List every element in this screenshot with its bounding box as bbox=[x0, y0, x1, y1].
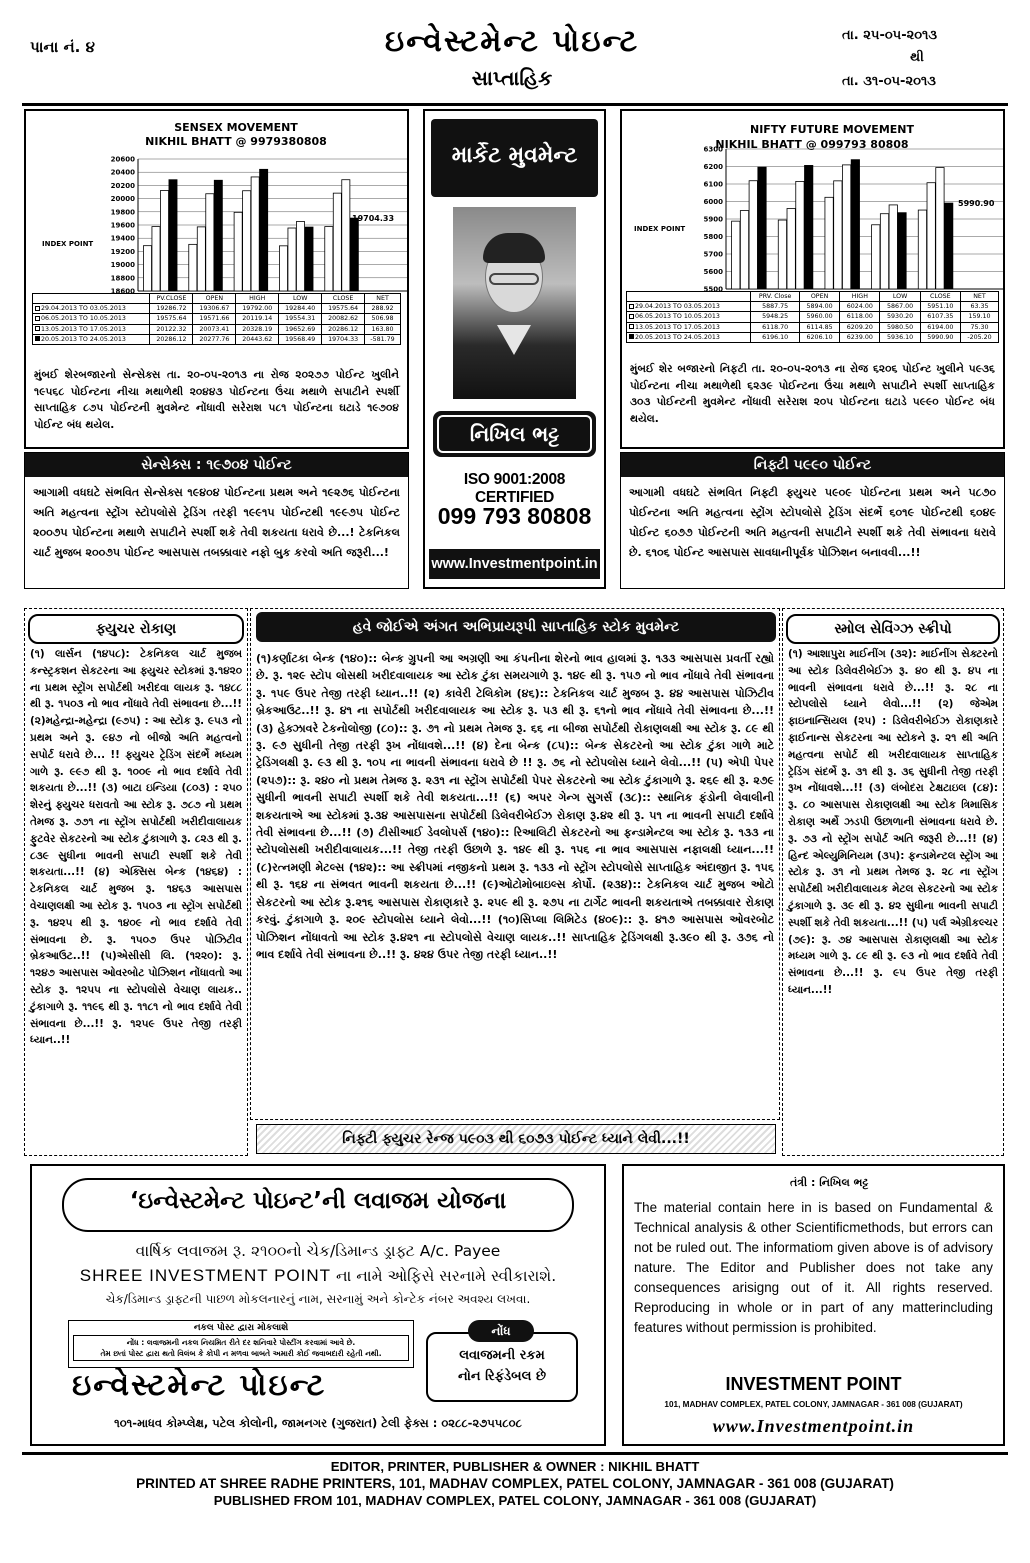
table-header: LOW bbox=[880, 292, 920, 302]
nifty-chart-box bbox=[620, 109, 1005, 449]
subscription-box bbox=[30, 1164, 606, 1446]
nifty-prediction-box bbox=[620, 452, 1005, 589]
bar bbox=[160, 191, 168, 291]
center-profile-box bbox=[423, 109, 606, 589]
subscription-line-1: વાર્ષિક લવાજમ રૂ. ૨૧૦૦નો ચેક/ડિમાન્ડ ડ્રાફ્ટ A/c. Payee bbox=[135, 1242, 501, 1260]
table-cell: 6209.20 bbox=[840, 322, 880, 332]
center-phone: 099 793 80808 bbox=[437, 503, 592, 529]
subscription-address: ૧૦૧-માધવ કોમ્પ્લેક્ષ, પટેલ કોલોની, જામનગર (ગુજરાત) ટેલી ફેક્સ : ૦૨૮૮-૨૭૫૫૮૦૮ bbox=[114, 1416, 522, 1430]
subscription-brand: ઇન્વેસ્ટમેન્ટ પોઇન્ટ bbox=[72, 1368, 327, 1403]
table-header: CLOSE bbox=[920, 292, 960, 302]
table-cell: 6239.00 bbox=[840, 332, 880, 342]
table-header: CLOSE bbox=[322, 294, 365, 304]
table-cell: 63.35 bbox=[960, 302, 998, 312]
bar bbox=[169, 180, 177, 291]
table-corner bbox=[627, 292, 751, 302]
name-plate bbox=[433, 411, 596, 457]
masthead-title: ઇન્વેસ્ટમેન્ટ પોઇન્ટ bbox=[384, 24, 640, 59]
sensex-summary: મુંબઈ શેરબજારનો સેન્સેક્સ તા. ૨૦-૦૫-૨૦૧૩ ના રોજ ૨૦૨૭૭ પોઈન્ટ ખુલીને ૧૯૫૬૮ પોઈન્ટના નીચા મથાળેથી ૨૦૪૪૩ પોઈન્ટના ઉંચા મથાળે સપાટીને સ્પર્શી સાપ્તાહિક ૮૭૫ પોઈન્ટની મુવમેન્ટ નોંધાવી સરેરાશ ૫૮૧ પોઈન્ટના ઘટાડે ૧૯૭૦૪ પોઈન્ટ બંધ થયેલ. bbox=[34, 369, 399, 431]
y-tick-label: 5500 bbox=[703, 285, 723, 293]
table-cell: 20286.12 bbox=[150, 334, 193, 344]
table-cell: 5951.10 bbox=[920, 302, 960, 312]
disclaimer-text: The material contain here in is based on Fundamental & Technical analysis & other Scientificmethods, but errors can not be ruled out. The informatiom given above is of advisory nature. The Editor and Publisher does not take any consequences arisigng out of it. All rights reserved. Reproducing in whole or in part of any matterincluding features without permission is prohibited. bbox=[634, 1200, 993, 1335]
bar bbox=[936, 168, 944, 289]
center-website: www.Investmentpoint.in bbox=[429, 549, 600, 579]
bar bbox=[778, 220, 786, 289]
y-tick-label: 5600 bbox=[703, 268, 723, 276]
footer-line-1: EDITOR, PRINTER, PUBLISHER & OWNER : NIKHIL BHATT bbox=[330, 1459, 700, 1474]
payee-note: ના નામે ઓફિસે સરનામે સ્વીકારાશે. bbox=[335, 1267, 557, 1285]
table-cell: -205.20 bbox=[960, 332, 998, 342]
table-cell: 19286.72 bbox=[150, 304, 193, 314]
y-tick-label: 19000 bbox=[110, 261, 135, 270]
bar bbox=[296, 222, 304, 291]
bar bbox=[825, 197, 833, 289]
table-cell: 6118.70 bbox=[751, 322, 800, 332]
bar bbox=[288, 228, 296, 291]
post-note-box bbox=[68, 1320, 414, 1368]
bar bbox=[880, 214, 888, 289]
y-tick-label: 20000 bbox=[110, 195, 135, 204]
name-plate-inner: નિખિલ ભટ્ટ bbox=[437, 415, 592, 453]
y-tick-label: 6100 bbox=[703, 180, 723, 189]
page-number: પાના નં. ૪ bbox=[30, 38, 95, 56]
table-cell: 6194.00 bbox=[920, 322, 960, 332]
profile-photo bbox=[453, 207, 576, 399]
table-header: NET bbox=[960, 292, 998, 302]
table-row-label: 13.05.2013 TO 17.05.2013 bbox=[627, 322, 751, 332]
y-tick-label: 6000 bbox=[703, 198, 723, 206]
y-tick-label: 6200 bbox=[703, 163, 723, 171]
y-tick-label: 5800 bbox=[703, 233, 723, 241]
bar bbox=[350, 218, 358, 291]
y-tick-label: 20200 bbox=[110, 181, 135, 190]
left-column-text: (૧) લાર્સન (૧૪૫૮): ટેકનિકલ ચાર્ટ મુજબ કન્સ્ટ્રકશન સેકટરના આ ફ્યુચર સ્ટોકમાં રૂ.૧૪૨૦ ના પ્રથમ સ્ટ્રોંગ સપોર્ટથી ખરીદવા લાયક રૂ. ૧૪૮૮ થી રૂ. ૧૫૦૩ નો ભાવ નોંધાવે તેવી સંભાવના છે...!! (૨)મહેન્દ્રા-મહેન્દ્રા (૯૭૫) : આ સ્ટોક રૂ. ૯૫૩ નો પ્રથમ અને રૂ. ૯૪૭ નો બીજો અતિ મહત્વનો સપોર્ટ ધરાવે છે... !! ફ્યુચર ટ્રેડિંગ સંદર્ભે મધ્યમ ગાળે રૂ. ૯૯૭ થી રૂ. ૧૦૦૯ નો ભાવ દર્શાવે તેવી શકયતા છે...!! (૩) બાટા ઇન્ડિયા (૮૦૩) : ૨૫૦ શેરનું ફ્યુચર ધરાવતો આ સ્ટોક રૂ. ૭૮૭ નો પ્રથમ તેમજ રૂ. ૭૭૧ ના સ્ટ્રોંગ સપોર્ટથી ખરીદીવાલાયક ફુટવેર સેકટરનો આ સ્ટોક ટુંકાગાળે રૂ. ૮૨૩ થી રૂ. ૮૩૯ સુધીના ભાવની સપાટી સ્પર્શી શકે તેવી શકયતા...!! (૪) એક્સિસ બેન્ક (૧૪૬૪) : ટેકનિકલ ચાર્ટ મુજબ રૂ. ૧૪૬૩ આસપાસ વેચાણલક્ષી આ સ્ટોક રૂ. ૧૫૦૩ ના સ્ટ્રોંગ સપોર્ટથી રૂ. ૧૪૨૫ થી રૂ. ૧૪૦૯ નો ભાવ દર્શાવે તેવી સંભાવના છે. રૂ. ૧૫૦૭ ઉપર પોઝિટીવ બ્રેકઆઉટ..!! (૫)એસીસી લિ. (૧૨૨૦): રૂ. ૧૨૪૭ આસપાસ ઓવરબોટ પોઝિશન નોંધાવતો આ સ્ટોક રૂ. ૧૨૫૫ ના સ્ટોપલોસે વેચાણ લાયક.. ટુંકાગાળે રૂ. ૧૧૯૬ થી રૂ. ૧૧૮૧ નો ભાવ દર્શાવે તેવી સંભાવના છે...!! રૂ. ૧૨૫૯ ઉપર તેજી તરફી ધ્યાન..!! bbox=[30, 648, 242, 1047]
table-header: HIGH bbox=[236, 294, 279, 304]
table-cell: 19575.64 bbox=[150, 314, 193, 324]
table-header: OPEN bbox=[193, 294, 236, 304]
bar bbox=[749, 181, 757, 289]
table-cell: 6107.35 bbox=[920, 312, 960, 322]
table-header: PV.CLOSE bbox=[150, 294, 193, 304]
non-refundable-line-1: લવાજમની રકમ bbox=[459, 1348, 545, 1363]
nifty-table bbox=[626, 291, 999, 343]
note-badge: નોંધ bbox=[468, 1320, 534, 1342]
table-cell: 5887.75 bbox=[751, 302, 800, 312]
footer-line-3: PUBLISHED FROM 101, MADHAV COMPLEX, PATEL COLONY, JAMNAGAR - 361 008 (GUJARAT) bbox=[213, 1493, 817, 1508]
table-cell: 5948.25 bbox=[751, 312, 800, 322]
mid-column-title: હવે જોઈએ અંગત અભિપ્રાયરૂપી સાપ્તાહિક સ્ટોક મુવમેન્ટ bbox=[256, 612, 776, 642]
table-cell: 19575.64 bbox=[322, 304, 365, 314]
bar bbox=[758, 167, 766, 289]
sensex-chart-title: SENSEX MOVEMENT bbox=[174, 121, 298, 134]
bar bbox=[243, 191, 251, 291]
bar bbox=[189, 244, 197, 291]
table-cell: 20443.62 bbox=[236, 334, 279, 344]
payee-name: SHREE INVESTMENT POINT bbox=[79, 1266, 332, 1285]
bar bbox=[805, 165, 813, 289]
y-axis-label: INDEX POINT bbox=[634, 225, 686, 233]
table-cell: 20286.12 bbox=[322, 324, 365, 334]
table-cell: 6118.00 bbox=[840, 312, 880, 322]
bar bbox=[787, 209, 795, 290]
nifty-chart-subtitle: NIKHIL BHATT @ 099793 80808 bbox=[715, 138, 909, 151]
editor-credit: તંત્રી : નિખિલ ભટ્ટ bbox=[790, 1176, 869, 1189]
sensex-prediction-text: આગામી વધઘટે સંભવિત સેન્સેક્સ ૧૯૪૦૪ પોઈન્ટના પ્રથમ અને ૧૯૨૭૬ પોઈન્ટના અતિ મહત્વના સ્ટ્રોંગ સ્ટોપલોસે ટ્રેડિંગ તરફી ૧૯૯૧૫ પોઈન્ટથી ૧૯૯૭૫ પોઈન્ટ ૨૦૦૭૫ પોઈન્ટના મથાળે સપાટીને સ્પર્શી શકે તેવી શકયતા ધરાવે છે...! ટેકનિકલ ચાર્ટ મુજબ ૨૦૦૭૫ પોઈન્ટ આસપાસ તબક્કાવાર નફો બુક કરવો અતિ જરૂરી...! bbox=[33, 486, 400, 559]
table-cell: 5980.50 bbox=[880, 322, 920, 332]
table-cell: 5960.00 bbox=[799, 312, 839, 322]
disclaimer-website: www.Investmentpoint.in bbox=[712, 1416, 915, 1436]
y-tick-label: 19200 bbox=[110, 247, 135, 256]
photo-hair bbox=[483, 233, 545, 263]
table-header: NET bbox=[365, 294, 401, 304]
table-cell: 20082.62 bbox=[322, 314, 365, 324]
table-cell: 5894.00 bbox=[799, 302, 839, 312]
date-to: તા. ૩૧-૦૫-૨૦૧૩ bbox=[842, 74, 936, 89]
bar bbox=[796, 181, 804, 289]
table-cell: 19571.66 bbox=[193, 314, 236, 324]
bar bbox=[834, 181, 842, 289]
bar bbox=[898, 213, 906, 289]
right-column-text: (૧) આશાપુરા માઈનીંગ (૩૨): માઈનીંગ સેક્ટરનો આ સ્ટોક ડિલેવરીબેઈઝ રૂ. ૪૦ થી રૂ. ૪૫ ના ભાવની સંભાવના ધરાવે છે...!! રૂ. ૨૮ ના સ્ટોપલોસે ધ્યાને લેવો...!! (૨) જેએમ ફાઇનાન્સિયલ (૨૫) : ડિલેવરીબેઈઝ રોકાણકારે ફાઈનાન્સ સેકટરના આ સ્ટોકને રૂ. ૨૧ થી અતિ મહત્વના સપોર્ટ થી ખરીદવાલાયક સાપ્તાહિક ટ્રેડિંગ સંદર્ભે રૂ. ૩૧ થી રૂ. ૩૬ સુધીની તેજી તરફી રૂખ નોંધાવશે...!! (૩) લંબોદરા ટેક્ષટાઇલ (૮૪): રૂ. ૮૦ આસપાસ રોકાણલક્ષી આ સ્ટોક ત્રિમાસિક રોકાણ અર્થે ઝડપી ઉછાળાની સંભાવના ધરાવે છે. રૂ. ૭૩ નો સ્ટ્રોંગ સપોર્ટ અતિ જરૂરી છે...!! (૪) હિન્દ એલ્યુમિનિયમ (૩૫): ફન્ડામેન્ટલ સ્ટ્રોંગ આ સ્ટોક રૂ. ૩૧ નો પ્રથમ તેમજ રૂ. ૨૮ ના સ્ટ્રોંગ સપોર્ટથી ખરીદીવાલાયક મેટલ સેકટરનો આ સ્ટોક ટુંકાગાળે રૂ. ૩૯ થી રૂ. ૪૨ સુધીના ભાવની સપાટી સ્પર્શી શકે તેવી શકયતા...!! (૫) પર્લ એગ્રીકલ્ચર (૭૯): રૂ. ૭૪ આસપાસ રોકાણલક્ષી આ સ્ટોક મધ્યમ ગાળે રૂ. ૮૯ થી રૂ. ૯૩ નો ભાવ દર્શાવે તેવી સંભાવના છે...!! રૂ. ૯૫ ઉપર તેજી તરફી ધ્યાન...!! bbox=[788, 648, 998, 996]
bar bbox=[889, 205, 897, 289]
table-cell: 20328.19 bbox=[236, 324, 279, 334]
bar bbox=[927, 183, 935, 289]
table-cell: 19284.40 bbox=[279, 304, 322, 314]
bar bbox=[206, 194, 214, 291]
nifty-chart-title: NIFTY FUTURE MOVEMENT bbox=[749, 123, 914, 136]
table-cell: 5936.10 bbox=[880, 332, 920, 342]
table-header: HIGH bbox=[840, 292, 880, 302]
sensex-table bbox=[32, 293, 401, 345]
mid-column-text: (૧)કર્ણાટકા બેન્ક (૧૪૦):: બેન્ક ગ્રુપની આ અગ્રણી આ કંપનીના શેરનો ભાવ હાલમાં રૂ. ૧૩૩ આસપાસ પ્રવર્તી રહ્યો છે. રૂ. ૧૨૯ સ્ટોપ લોસથી ખરીદવાલાયક આ સ્ટોક ટુંકા સમયગાળે રૂ. ૧૪૯ થી રૂ. ૧૫૭ નો ભાવ નોંધાવે તેવી સંભાવના રૂ. ૧૫૯ ઉપર તેજી તરફી ધ્યાન..!! (૨) કાવેરી ટેલિકોમ (૪૬):: ટેકનિકલ ચાર્ટ મુજબ રૂ. ૪૪ આસપાસ પોઝિટીવ બ્રેકઆઉટ..!! રૂ. ૪૧ ના સપોર્ટથી ખરીદવાલાયક આ સ્ટોક રૂ. ૫૩ થી રૂ. ૬૧નો ભાવ નોંધાવે તેવી સંભાવના છે...!! (૩) હેક્ઝાવરે ટેકનોલોજી (૮૦):: રૂ. ૭૧ નો પ્રથમ તેમજ રૂ. ૬૬ ના બીજા સપોર્ટથી રોકાણલક્ષી આ સ્ટોક રૂ. ૮૯ થી રૂ. ૯૭ સુધીની તેજી તરફી રૂખ નોંધાવશે...!! (૪) દેના બેન્ક (૮૫):: બેન્ક સેકટરનો આ સ્ટોક ટુંકા ગાળે માટે ટ્રેડિંગલક્ષી રૂ. ૯૩ થી રૂ. ૧૦૫ ના ભાવની સંભાવના ધરાવે છે !! રૂ. ૭૬ નો સ્ટોપલોસ ધ્યાને લેવો...!! (૫) એપી પેપર (૨૫૭):: રૂ. ૨૪૦ નો પ્રથમ તેમજ રૂ. ૨૩૧ ના સ્ટ્રોંગ સપોર્ટથી પેપર સેકટરનો આ સ્ટોક ટુંકાગાળે રૂ. ૨૬૯ થી રૂ. ૨૭૯ સુધીની ભાવની સપાટી સ્પર્શી શકે તેવી શકયતા...!! (૬) અપર ગેન્ગ સુગર્સ (૩૮):: સ્થાનિક ફંડોની લેવાલીની શકયતાએ આ સ્ટોકમાં રૂ.૩૪ આસપાસના સપોર્ટથી ડિલેવરીબેઈઝ રોકાણ રૂ.૪૨ થી રૂ. ૫૧ ના ભાવની સપાટી દર્શાવે તેવી સંભાવના છે...!! (૭) ટીસીઆઈ ડેવલોપર્સ (૧૪૦):: રિઆલિટી સેકટરનો આ ફન્ડામેન્ટલ આ સ્ટોક રૂ. ૧૩૩ ના સ્ટોપલોસથી ખરીદીવાલાયક...!! તેજી તરફી ઉછાળે રૂ. ૧૪૯ થી રૂ. ૧૫૬ ના ભાવ આસપાસ નફાલક્ષી ધ્યાન...!! (૮)રત્નમણી મેટલ્સ (૧૪૨):: આ સ્ક્રીપમાં નજીકનો પ્રથમ રૂ. ૧૩૩ નો સ્ટ્રોંગ સ્ટોપલોસે સાપ્તાહિક અંદાજીત રૂ. ૧૫૬ થી રૂ. ૧૬૪ ના સંભવત ભાવની શકયતા છે...!! (૯)ઓટોમોબાઇલ્સ કોર્પો. (૨૩૪):: ટેકનિકલ ચાર્ટ મુજબ ઓટો સેકટરનો આ સ્ટોક રૂ.૨૧૬ આસપાસ રોકાણકારે રૂ. ૨૫૯ થી રૂ. ૨૭૫ ના ટાર્ગેટ ભાવની શકયતાએ તબક્કાવાર રોકાણ કરવું. ટુંકાગાળે રૂ. ૨૦૯ સ્ટોપલોસ ધ્યાને લેવો...!! (૧૦)સિપ્લા લિમિટેડ (૪૦૯):: રૂ. ૪૧૭ આસપાસ ઓવરબોટ પોઝિશન નોંધાવતો આ સ્ટોક રૂ.૪૨૧ ના સ્ટોપલોસે વેચાણ લાયક..!! સાપ્તાહિક ટ્રેડિંગલક્ષી રૂ.૩૯૦ થી રૂ. ૩૭૬ નો ભાવ દર્શાવે તેવી સંભાવના છે..!! રૂ. ૪૨૪ ઉપર તેજી તરફી ધ્યાન..!! bbox=[256, 652, 774, 961]
table-cell: 6196.10 bbox=[751, 332, 800, 342]
bar bbox=[214, 180, 222, 291]
table-cell: 20277.76 bbox=[193, 334, 236, 344]
table-row-label: 06.05.2013 TO 10.05.2013 bbox=[627, 312, 751, 322]
post-note-inner bbox=[73, 1335, 409, 1361]
table-cell: 5930.20 bbox=[880, 312, 920, 322]
sensex-chart-box bbox=[24, 109, 409, 449]
subscription-line-2 bbox=[42, 1266, 594, 1286]
table-cell: -581.79 bbox=[365, 334, 401, 344]
table-row-label: 29.04.2013 TO 03.05.2013 bbox=[33, 304, 150, 314]
bar bbox=[851, 160, 859, 289]
sensex-chart-subtitle: NIKHIL BHATT @ 9979380808 bbox=[145, 135, 327, 148]
footer-line-2: PRINTED AT SHREE RADHE PRINTERS, 101, MADHAV COMPLEX, PATEL COLONY, JAMNAGAR - 361 008 (GUJARAT) bbox=[136, 1476, 894, 1491]
bar bbox=[260, 169, 268, 291]
table-row-label: 13.05.2013 TO 17.05.2013 bbox=[33, 324, 150, 334]
table-cell: 19306.67 bbox=[193, 304, 236, 314]
bar bbox=[918, 210, 926, 289]
y-axis-label: INDEX POINT bbox=[42, 240, 94, 248]
footer bbox=[22, 1458, 1008, 1518]
bar bbox=[333, 193, 341, 291]
bar bbox=[197, 227, 205, 291]
post-note-line-2: તેમ છતાં પોસ્ટ દ્વારા થતો વિલંબ કે કોપી ન મળવા બાબતે અમારી કોઈ જવાબદારી રહેતી નથી. bbox=[100, 1349, 382, 1358]
bar bbox=[842, 165, 850, 289]
table-cell: 20073.41 bbox=[193, 324, 236, 334]
sensex-chart bbox=[26, 151, 407, 296]
table-cell: 19554.31 bbox=[279, 314, 322, 324]
bar bbox=[325, 227, 333, 291]
bar bbox=[152, 227, 160, 291]
sensex-prediction-title: સેન્સેક્સ : ૧૯૭૦૪ પોઈન્ટ bbox=[25, 453, 408, 477]
y-tick-label: 20400 bbox=[110, 168, 135, 177]
bar bbox=[279, 246, 287, 291]
table-corner bbox=[33, 294, 150, 304]
y-tick-label: 18800 bbox=[110, 274, 135, 283]
y-tick-label: 6300 bbox=[703, 145, 723, 154]
bar bbox=[732, 221, 740, 289]
bar bbox=[305, 227, 313, 291]
table-cell: 19568.49 bbox=[279, 334, 322, 344]
right-column-title: સ્મોલ સેવિંગ્ઝ સ્ક્રીપો bbox=[786, 614, 1000, 644]
table-cell: 20122.32 bbox=[150, 324, 193, 334]
y-tick-label: 5900 bbox=[703, 215, 723, 224]
close-annotation: 19704.33 bbox=[352, 214, 395, 224]
nifty-summary: મુંબઈ શેર બજારનો નિફટી તા. ૨૦-૦૫-૨૦૧૩ ના રોજ ૬૨૦૬ પોઈન્ટ ખુલીને ૫૯૩૬ પોઈન્ટના નીચા મથાળેથી ૬૨૩૯ પોઈન્ટના ઉંચા મથાળે સપાટીને સ્પર્શી સાપ્તાહિક ૩૦૩ પોઈન્ટની મુવમેન્ટ નોંધાવી સરેરાશ ૨૦૫ પોઈન્ટના ઘટાડે ૫૯૯૦ પોઈન્ટ બંધ થયેલ. bbox=[630, 363, 995, 425]
table-row-label: 29.04.2013 TO 03.05.2013 bbox=[627, 302, 751, 312]
table-cell: 6206.10 bbox=[799, 332, 839, 342]
non-refundable-box bbox=[426, 1332, 578, 1402]
market-movement-banner: માર્કેટ મુવમેન્ટ bbox=[431, 119, 598, 197]
table-cell: 20119.14 bbox=[236, 314, 279, 324]
post-note-title: નકલ પોસ્ટ દ્વારા મોકલાશે bbox=[193, 1323, 289, 1333]
table-cell: 19792.00 bbox=[236, 304, 279, 314]
post-note-line-1: નોંધ : લવાજમની નકલ નિયમિત રીતે દર શનિવારે પોસ્ટીંગ કરવામાં આવે છે. bbox=[126, 1338, 356, 1347]
table-cell: 19652.69 bbox=[279, 324, 322, 334]
table-row-label: 20.05.2013 TO 24.05.2013 bbox=[33, 334, 150, 344]
iso-certified: ISO 9001:2008 CERTIFIED bbox=[463, 471, 566, 506]
table-row-label: 20.05.2013 TO 24.05.2013 bbox=[627, 332, 751, 342]
bar bbox=[945, 203, 953, 289]
y-tick-label: 19600 bbox=[110, 221, 135, 230]
date-from: તા. ૨૫-૦૫-૨૦૧૩ bbox=[842, 28, 938, 43]
y-tick-label: 20600 bbox=[110, 155, 135, 164]
nifty-chart bbox=[622, 133, 1003, 293]
disclaimer-address: 101, MADHAV COMPLEX, PATEL COLONY, JAMNAGAR - 361 008 (GUJARAT) bbox=[664, 1400, 963, 1409]
table-cell: 159.10 bbox=[960, 312, 998, 322]
photo-collar bbox=[497, 325, 531, 355]
table-cell: 163.80 bbox=[365, 324, 401, 334]
nifty-prediction-text: આગામી વધઘટે સંભવિત નિફ્ટી ફ્યુચર ૫૯૦૯ પોઈન્ટના પ્રથમ અને ૫૮૭૦ પોઈન્ટના અતિ મહત્વના સ્ટ્રોંગ સ્ટોપલોસે ટ્રેડિંગ સંદર્ભે ૬૦૧૯ પોઈન્ટથી ૬૦૪૯ પોઈન્ટ ૬૦૭૭ પોઈન્ટની અતિ મહત્વની સપાટીને સ્પર્શી શકે તેવી સંભાવના ધરાવે છે. ૬૧૦૬ પોઈન્ટ આસપાસ સાવધાનીપૂર્વક પોઝિશન બનાવવી...!! bbox=[629, 486, 996, 559]
disclaimer-box bbox=[622, 1164, 1005, 1446]
date-sep: થી bbox=[910, 50, 924, 65]
table-cell: 5990.90 bbox=[920, 332, 960, 342]
header bbox=[22, 22, 1008, 104]
sensex-prediction-box bbox=[24, 452, 409, 589]
table-cell: 19704.33 bbox=[322, 334, 365, 344]
bar bbox=[342, 180, 350, 291]
header-rule bbox=[22, 103, 1008, 106]
subscription-line-3: ચેક/ડિમાન્ડ ડ્રાફ્ટની પાછળ મોકલનારનું નામ, સરનામું અને કોન્ટેક નંબર અવશ્ય લખવા. bbox=[105, 1292, 531, 1306]
table-cell: 75.30 bbox=[960, 322, 998, 332]
bar bbox=[234, 212, 242, 291]
table-header: PRV. Close bbox=[751, 292, 800, 302]
table-row-label: 06.05.2013 TO 10.05.2013 bbox=[33, 314, 150, 324]
close-annotation: 5990.90 bbox=[958, 199, 995, 209]
table-header: OPEN bbox=[799, 292, 839, 302]
y-tick-label: 5700 bbox=[703, 250, 723, 259]
bar bbox=[872, 225, 880, 289]
bar bbox=[740, 211, 748, 289]
y-tick-label: 19400 bbox=[110, 234, 135, 243]
table-header: LOW bbox=[279, 294, 322, 304]
table-cell: 288.92 bbox=[365, 304, 401, 314]
subscription-title: ‘ઇન્વેસ્ટમેન્ટ પોઇન્ટ’ની લવાજમ યોજના bbox=[129, 1188, 507, 1214]
masthead-subtitle: સાપ્તાહિક bbox=[471, 66, 553, 90]
table-cell: 6024.00 bbox=[840, 302, 880, 312]
non-refundable-line-2: નોન રિફંડેબલ છે bbox=[457, 1369, 547, 1384]
bar bbox=[251, 177, 259, 291]
nifty-range-banner: નિફ્ટી ફ્યુચર રેન્જ ૫૯૦૩ થી ૬૦૭૩ પોઈન્ટ ધ્યાને લેવી...!! bbox=[256, 1124, 776, 1154]
left-column-title: ફ્યુચર રોકાણ bbox=[28, 614, 244, 644]
footer-rule bbox=[22, 1452, 1008, 1455]
y-tick-label: 18600 bbox=[110, 287, 135, 296]
table-cell: 506.98 bbox=[365, 314, 401, 324]
disclaimer-company: INVESTMENT POINT bbox=[725, 1374, 902, 1394]
photo-glasses bbox=[489, 273, 539, 285]
nifty-prediction-title: નિફ્ટી ૫૯૯૦ પોઈન્ટ bbox=[621, 453, 1004, 477]
table-cell: 6114.85 bbox=[799, 322, 839, 332]
table-cell: 5867.00 bbox=[880, 302, 920, 312]
bar bbox=[143, 246, 151, 291]
y-tick-label: 19800 bbox=[110, 208, 135, 217]
